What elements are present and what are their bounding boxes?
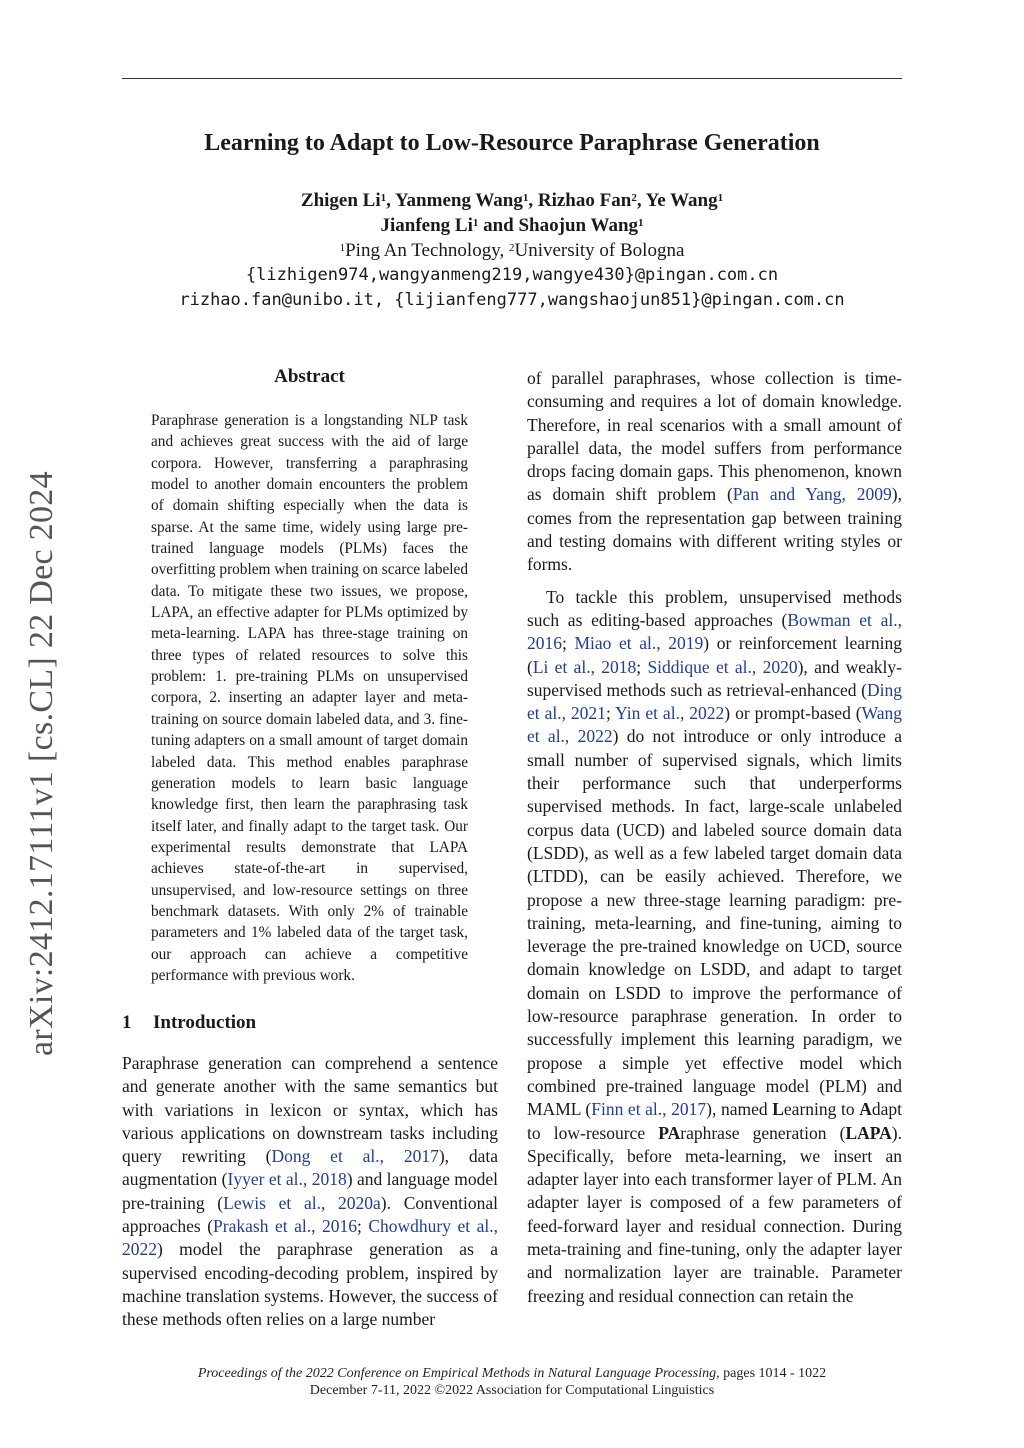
author-name: Ye Wang	[645, 190, 718, 211]
author-emails-line1: {lizhigen974,wangyanmeng219,wangye430}@pingan.com.cn	[245, 265, 779, 285]
affiliation-mark: 1	[339, 242, 346, 254]
affiliations	[0, 238, 1024, 263]
author-separator: ,	[636, 190, 646, 211]
citation-link[interactable]: Finn et al., 2017	[591, 1099, 707, 1120]
citation-link[interactable]: Lewis et al., 2020a	[223, 1192, 381, 1213]
section-title: Introduction	[153, 1012, 257, 1033]
body-text: ), and weakly-supervised methods such as retrieval-enhanced (	[527, 656, 903, 700]
citation-link[interactable]: Yin et al., 2022	[615, 703, 725, 724]
body-text: ) or reinforcement learning (	[527, 633, 902, 677]
author-separator: ,	[386, 190, 395, 211]
emphasis: A	[859, 1099, 872, 1120]
author-names-line2	[0, 213, 1024, 238]
body-text: To tackle this problem, unsupervised methods such as editing-based approaches (	[527, 586, 902, 630]
body-text: earning to	[783, 1099, 860, 1120]
body-text: ), data augmentation (	[122, 1146, 498, 1190]
author-name: Shaojun Wang	[518, 215, 639, 236]
body-text: ) do not introduce or only introduce a small number of supervised signals, which limits their performance such that underperforms supervised methods. In fact, large-scale unlabeled corpus data (UCD) and labeled source domain data (LSDD), as well as a few labeled target domain data (LTDD), can be easily achieved. Therefore, we propose a new three-stage learning paradigm: pre-training, meta-learning, and fine-tuning, aiming to leverage the pre-trained knowledge on UCD, source domain knowledge on LSDD, and adapt to target domain on LSDD to improve the performance of low-resource paraphrase generation. In order to successfully implement this learning paradigm, we propose a simple yet effective model which combined pre-trained language model (PLM) and MAML (	[527, 726, 902, 1120]
paper-title: Learning to Adapt to Low-Resource Paraphrase Generation	[204, 130, 820, 156]
footer-line2: December 7-11, 2022 ©2022 Association for Computational Linguistics	[309, 1383, 715, 1398]
emphasis: PA	[658, 1122, 681, 1143]
citation-link[interactable]: Li et al., 2018	[532, 656, 637, 677]
citation-link[interactable]: Miao et al., 2019	[574, 633, 704, 654]
body-text: ;	[605, 703, 616, 724]
citation-link[interactable]: Pan and Yang, 2009	[732, 484, 892, 505]
affiliation-mark: 1	[472, 217, 479, 229]
body-text: ) and language model pre-training (	[122, 1169, 499, 1213]
affiliation-mark: 2	[508, 242, 515, 254]
affiliation-name: University of Bologna	[514, 240, 685, 261]
venue-name: Proceedings of the 2022 Conference on Empirical Methods in Natural Language Processing	[197, 1366, 717, 1381]
author-block	[0, 188, 1024, 313]
body-text: ), named	[706, 1099, 773, 1120]
author-separator: ,	[528, 190, 538, 211]
body-text: ), comes from the representation gap between training and testing domains with different writing styles or forms.	[527, 484, 902, 575]
right-column	[527, 367, 902, 1308]
body-text: ). Conventional approaches (	[122, 1192, 498, 1237]
page-range: , pages 1014 - 1022	[716, 1366, 827, 1381]
emphasis: LAPA	[845, 1122, 892, 1143]
paragraph	[527, 367, 902, 577]
body-text: ) model the paraphrase generation as a supervised encoding-decoding problem, inspired by machine translation systems. However, the success of these methods often relies on a large number	[122, 1239, 498, 1330]
body-text: raphrase generation (	[680, 1122, 846, 1143]
affiliation-mark: 1	[638, 217, 644, 229]
author-emails-line2: rizhao.fan@unibo.it, {lijianfeng777,wangshaojun851}@pingan.com.cn	[179, 290, 845, 310]
section-number: 1	[122, 1012, 132, 1033]
footer-line1	[0, 1365, 1024, 1382]
citation-link[interactable]: Ding et al., 2021	[527, 679, 902, 724]
affiliation-mark: 1	[522, 192, 529, 204]
arxiv-sidebar-stamp: arXiv:2412.17111v1 [cs.CL] 22 Dec 2024	[23, 471, 60, 1056]
top-rule	[122, 78, 902, 79]
emphasis: L	[772, 1099, 784, 1120]
intro-paragraph	[122, 1052, 498, 1332]
citation-link[interactable]: Prakash et al., 2016	[213, 1216, 357, 1237]
affiliation-mark: 1	[380, 192, 387, 204]
affiliation-mark: 1	[717, 192, 724, 204]
page-footer	[0, 1365, 1024, 1399]
citation-link[interactable]: Wang et al., 2022	[527, 703, 902, 747]
paragraph	[527, 586, 902, 1308]
citation-link[interactable]: Chowdhury et al., 2022	[122, 1216, 498, 1260]
body-text: ). Specifically, before meta-learning, we insert an adapter layer into each transformer layer of PLM. An adapter layer is composed of a few parameters of feed-forward layer and residual connection. During meta-training and fine-tuning, only the adapter layer and normalization layer are trainable. Parameter freezing and residual connection can retain the	[527, 1122, 902, 1306]
section-heading-introduction	[122, 1012, 256, 1034]
citation-link[interactable]: Dong et al., 2017	[271, 1146, 439, 1167]
author-name: Yanmeng Wang	[394, 190, 523, 211]
citation-link[interactable]: Bowman et al., 2016	[527, 609, 903, 654]
citation-link[interactable]: Iyyer et al., 2018	[227, 1169, 347, 1190]
affiliation-mark: 2	[631, 192, 637, 204]
body-text: Paraphrase generation can comprehend a sentence and generate another with the same semantics but with variations in lexicon or syntax, which has various applications on downstream tasks including query rewriting (	[122, 1053, 498, 1167]
body-text: ) or prompt-based (	[724, 703, 862, 724]
body-text: ;	[636, 656, 648, 677]
body-text: of parallel paraphrases, whose collection is time-consuming and requires a lot of domain knowledge. Therefore, in real scenarios with a small amount of parallel data, the model suffers from performance drops facing domain gaps. This phenomenon, known as domain shift problem (	[527, 368, 902, 505]
author-name: Rizhao Fan	[537, 190, 632, 211]
author-names-line1	[0, 188, 1024, 213]
abstract-text: Paraphrase generation is a longstanding NLP task and achieves great success with the aid of large corpora. However, transferring a paraphrasing model to another domain encounters the problem of domain shifting especially when the data is sparse. At the same time, widely using large pre-trained language models (PLMs) faces the overfitting problem when training on scarce labeled data. To mitigate these two issues, we propose, LAPA, an effective adapter for PLMs optimized by meta-learning. LAPA has three-stage training on three types of related resources to solve this problem: 1. pre-training PLMs on unsupervised corpora, 2. inserting an adapter layer and meta-training on source domain labeled data, and 3. fine-tuning adapters on a small amount of target domain labeled data. This method enables paraphrase generation models to learn basic language knowledge first, then learn the paraphrasing task itself later, and finally adapt to the target task. Our experimental results demonstrate that LAPA achieves state-of-the-art in supervised, unsupervised, and low-resource settings on three benchmark datasets. With only 2% of trainable parameters and 1% labeled data of the target task, our approach can achieve a competitive performance with previous work.	[151, 412, 468, 984]
body-text: ;	[356, 1216, 369, 1237]
affiliation-name: Ping An Technology,	[345, 240, 509, 261]
author-separator: and	[478, 215, 519, 236]
body-text: ;	[562, 633, 575, 654]
abstract-heading: Abstract	[274, 366, 345, 387]
citation-link[interactable]: Siddique et al., 2020	[647, 656, 798, 677]
author-name: Zhigen Li	[300, 190, 381, 211]
author-name: Jianfeng Li	[380, 215, 473, 236]
body-text: dapt to low-resource	[527, 1099, 902, 1143]
